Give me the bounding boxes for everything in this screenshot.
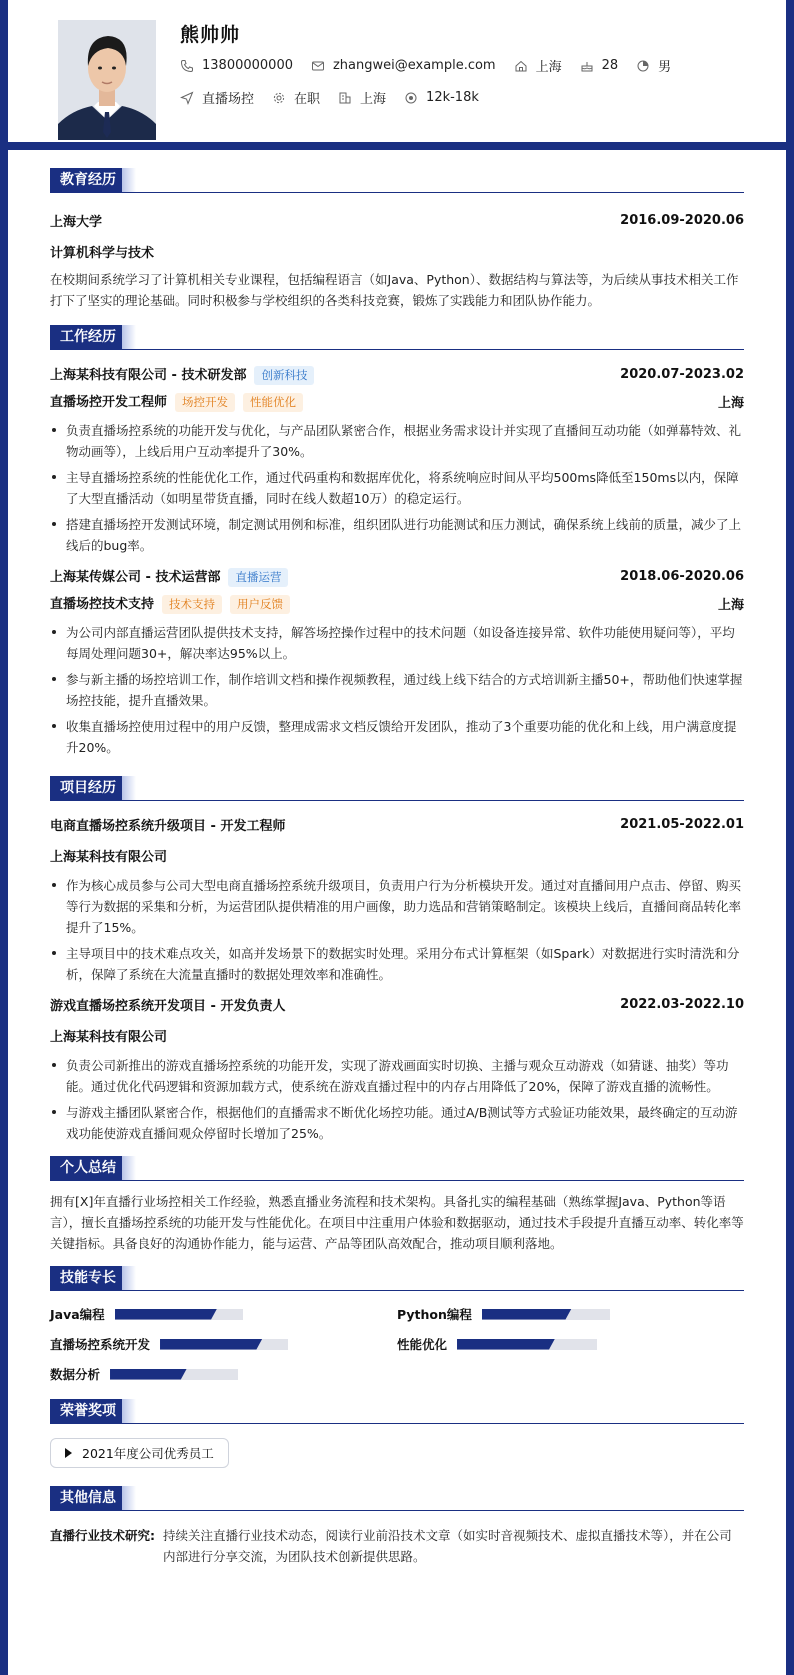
coin-icon	[404, 91, 418, 105]
bullet-item: 负责直播场控系统的功能开发与优化，与产品团队紧密合作，根据业务需求设计并实现了直播间互动功能（如弹幕特效、礼物动画等），上线后用户互动率提升了30%。	[50, 420, 744, 462]
work-city: 上海	[717, 598, 744, 613]
work-role: 直播场控技术支持	[50, 597, 155, 612]
bullet-item: 主导项目中的技术难点攻关，如高并发场景下的数据实时处理。采用分布式计算框架（如Spark）对数据进行实时清洗和分析，保障了系统在大流量直播时的数据处理效率和准确性。	[50, 943, 744, 985]
work-header	[50, 566, 744, 587]
phone-text: 13800000000	[202, 58, 293, 73]
other-info-row	[50, 1525, 744, 1567]
bullet-item: 与游戏主播团队紧密合作，根据他们的直播需求不断优化场控功能。通过A/B测试等方式验证功能效果，最终确定的互动游戏功能使游戏直播间观众停留时长增加了25%。	[50, 1102, 744, 1144]
section-tab-tail	[122, 1399, 136, 1423]
project-bullets	[50, 875, 744, 985]
skill-bar-fill	[457, 1339, 555, 1350]
work-header	[50, 364, 744, 385]
work-company: 上海某科技有限公司 - 技术研发部	[50, 368, 247, 383]
status-text: 在职	[294, 92, 321, 107]
section-skills-title	[50, 1266, 744, 1291]
gender-text: 男	[658, 60, 672, 75]
bullet-item: 主导直播场控系统的性能优化工作，通过代码重构和数据库优化，将系统响应时间从平均500ms降低至150ms以内，保障了大型直播活动（如明星带货直播，同时在线人数超10万）的稳定运行。	[50, 467, 744, 509]
candidate-name: 熊帅帅	[180, 24, 241, 46]
work-city-item	[338, 88, 386, 107]
project-title: 电商直播场控系统升级项目 - 开发工程师	[50, 819, 286, 834]
company-tag: 创新科技	[254, 366, 314, 385]
project-company-row	[50, 846, 744, 865]
email-text: zhangwei@example.com	[332, 58, 496, 73]
skill-bar-fill	[110, 1369, 187, 1380]
section-tab-tail	[122, 1156, 136, 1180]
education-period: 2016.09-2020.06	[620, 213, 744, 228]
award-text: 2021年度公司优秀员工	[82, 1446, 214, 1461]
project-entry	[50, 995, 744, 1144]
resume-content	[50, 168, 744, 1567]
age-text: 28	[601, 58, 619, 73]
skill-name: 数据分析	[50, 1367, 101, 1382]
education-header	[50, 211, 744, 230]
work-entry	[50, 364, 744, 556]
section-projects-title	[50, 776, 744, 801]
skill-bar-fill	[482, 1309, 572, 1320]
work-role-row	[50, 391, 744, 412]
project-header	[50, 815, 744, 834]
section-awards-title	[50, 1399, 744, 1424]
work-role-row	[50, 593, 744, 614]
contact-row	[180, 56, 689, 75]
skill-bar-fill	[160, 1339, 262, 1350]
skill-item	[397, 1335, 744, 1353]
bullet-item: 收集直播场控使用过程中的用户反馈，整理成需求文档反馈给开发团队，推动了3个重要功能的优化和上线，用户满意度提升20%。	[50, 716, 744, 758]
section-projects-label: 项目经历	[50, 776, 126, 800]
section-tab-tail	[122, 776, 136, 800]
age-item	[580, 58, 619, 73]
section-tab-tail	[122, 168, 136, 192]
project-company-row	[50, 1026, 744, 1045]
resume-header	[8, 0, 786, 150]
bullet-item: 搭建直播场控开发测试环境，制定测试用例和标准，组织团队进行功能测试和压力测试，确保系统上线前的质量，减少了上线后的bug率。	[50, 514, 744, 556]
project-period: 2021.05-2022.01	[620, 817, 744, 832]
summary-text: 拥有[X]年直播行业场控相关工作经验，熟悉直播业务流程和技术架构。具备扎实的编程基础（熟练掌握Java、Python等语言），擅长直播场控系统的功能开发与性能优化。在项目中注重用户体验和数据驱动，通过技术手段提升直播互动率、转化率等关键指标。具备良好的沟通协作能力，能与运营、产品等团队高效配合，推动项目顺利落地。	[50, 1194, 744, 1251]
section-work-label: 工作经历	[50, 325, 126, 349]
section-work-title	[50, 325, 744, 350]
phone-item	[180, 58, 293, 73]
project-company: 上海某科技有限公司	[50, 850, 168, 865]
bullet-item: 作为核心成员参与公司大型电商直播场控系统升级项目，负责用户行为分析模块开发。通过对直播间用户点击、停留、购买等行为数据的采集和分析，为运营团队提供精准的用户画像，助力选品和营销策略制定。该模块上线后，直播间商品转化率提升了15%。	[50, 875, 744, 938]
company-tag: 直播运营	[228, 568, 288, 587]
work-company: 上海某传媒公司 - 技术运营部	[50, 570, 221, 585]
skill-item	[50, 1305, 397, 1323]
skill-name: Java编程	[50, 1307, 105, 1322]
position-item	[180, 88, 254, 107]
skill-bar	[482, 1309, 610, 1320]
project-period: 2022.03-2022.10	[620, 997, 744, 1012]
salary-text: 12k-18k	[426, 90, 479, 105]
work-period: 2020.07-2023.02	[620, 367, 744, 382]
work-city-text: 上海	[360, 92, 387, 107]
email-icon	[311, 59, 325, 73]
skill-name: Python编程	[397, 1307, 472, 1322]
role-tag: 技术支持	[162, 595, 222, 614]
gender-item	[636, 56, 671, 75]
education-entry	[50, 211, 744, 311]
work-bullets	[50, 622, 744, 758]
education-description: 在校期间系统学习了计算机相关专业课程，包括编程语言（如Java、Python）、数据结构与算法等，为后续从事技术相关工作打下了坚实的理论基础。同时积极参与学校组织的各类科技竞赛，锻炼了实践能力和团队协作能力。	[50, 272, 739, 308]
role-tag: 场控开发	[175, 393, 235, 412]
avatar-photo	[58, 20, 156, 140]
skill-bar	[115, 1309, 243, 1320]
home-icon	[514, 59, 528, 73]
section-tab-tail	[122, 325, 136, 349]
location-item	[514, 56, 562, 75]
building-icon	[338, 91, 352, 105]
section-skills-label: 技能专长	[50, 1266, 126, 1290]
phone-icon	[180, 59, 194, 73]
project-title: 游戏直播场控系统开发项目 - 开发负责人	[50, 999, 286, 1014]
work-period: 2018.06-2020.06	[620, 569, 744, 584]
skill-name: 直播场控系统开发	[50, 1337, 151, 1352]
job-row	[180, 88, 497, 107]
awards-list	[50, 1438, 744, 1468]
skill-item	[50, 1365, 397, 1383]
role-tag: 用户反馈	[230, 595, 290, 614]
project-entry	[50, 815, 744, 985]
work-city: 上海	[717, 396, 744, 411]
skill-bar	[457, 1339, 597, 1350]
section-education-title	[50, 168, 744, 193]
section-other-title	[50, 1486, 744, 1511]
avatar	[58, 20, 156, 140]
other-text: 持续关注直播行业技术动态，阅读行业前沿技术文章（如实时音视频技术、虚拟直播技术等），并在公司内部进行分享交流，为团队技术创新提供思路。	[163, 1528, 732, 1564]
skill-name: 性能优化	[397, 1337, 448, 1352]
section-summary-title	[50, 1156, 744, 1181]
skill-item	[397, 1305, 744, 1323]
cake-icon	[580, 59, 594, 73]
section-tab-tail	[122, 1486, 136, 1510]
bullet-item: 参与新主播的场控培训工作，制作培训文档和操作视频教程，通过线上线下结合的方式培训新主播50+，帮助他们快速掌握场控技能，提升直播效果。	[50, 669, 744, 711]
section-tab-tail	[122, 1266, 136, 1290]
gear-icon	[272, 91, 286, 105]
education-major-row	[50, 242, 744, 261]
location-text: 上海	[535, 60, 562, 75]
skill-item	[50, 1335, 397, 1353]
education-school: 上海大学	[50, 215, 103, 230]
education-major: 计算机科学与技术	[50, 246, 155, 261]
project-header	[50, 995, 744, 1014]
work-entry	[50, 566, 744, 758]
role-tag: 性能优化	[243, 393, 303, 412]
bullet-item: 负责公司新推出的游戏直播场控系统的功能开发，实现了游戏画面实时切换、主播与观众互动游戏（如猜谜、抽奖）等功能。通过优化代码逻辑和资源加载方式，使系统在游戏直播过程中的内存占用降低了20%，保障了游戏直播的流畅性。	[50, 1055, 744, 1097]
skills-grid	[50, 1305, 744, 1383]
send-icon	[180, 91, 194, 105]
skill-bar	[160, 1339, 288, 1350]
section-awards-label: 荣誉奖项	[50, 1399, 126, 1423]
section-other-label: 其他信息	[50, 1486, 126, 1510]
work-role: 直播场控开发工程师	[50, 395, 168, 410]
position-text: 直播场控	[202, 92, 255, 107]
project-bullets	[50, 1055, 744, 1144]
work-bullets	[50, 420, 744, 556]
skill-bar-fill	[115, 1309, 217, 1320]
skill-bar	[110, 1369, 238, 1380]
header-divider-band	[0, 142, 794, 150]
award-item[interactable]	[50, 1438, 229, 1468]
section-summary-label: 个人总结	[50, 1156, 126, 1180]
bullet-item: 为公司内部直播运营团队提供技术支持，解答场控操作过程中的技术问题（如设备连接异常、软件功能使用疑问等），平均每周处理问题30+，解决率达95%以上。	[50, 622, 744, 664]
other-label: 直播行业技术研究:	[50, 1528, 155, 1543]
section-education-label: 教育经历	[50, 168, 126, 192]
triangle-right-icon	[65, 1448, 72, 1458]
gender-icon	[636, 59, 650, 73]
project-company: 上海某科技有限公司	[50, 1030, 168, 1045]
status-item	[272, 88, 320, 107]
salary-item	[404, 90, 479, 105]
email-item	[311, 58, 496, 73]
